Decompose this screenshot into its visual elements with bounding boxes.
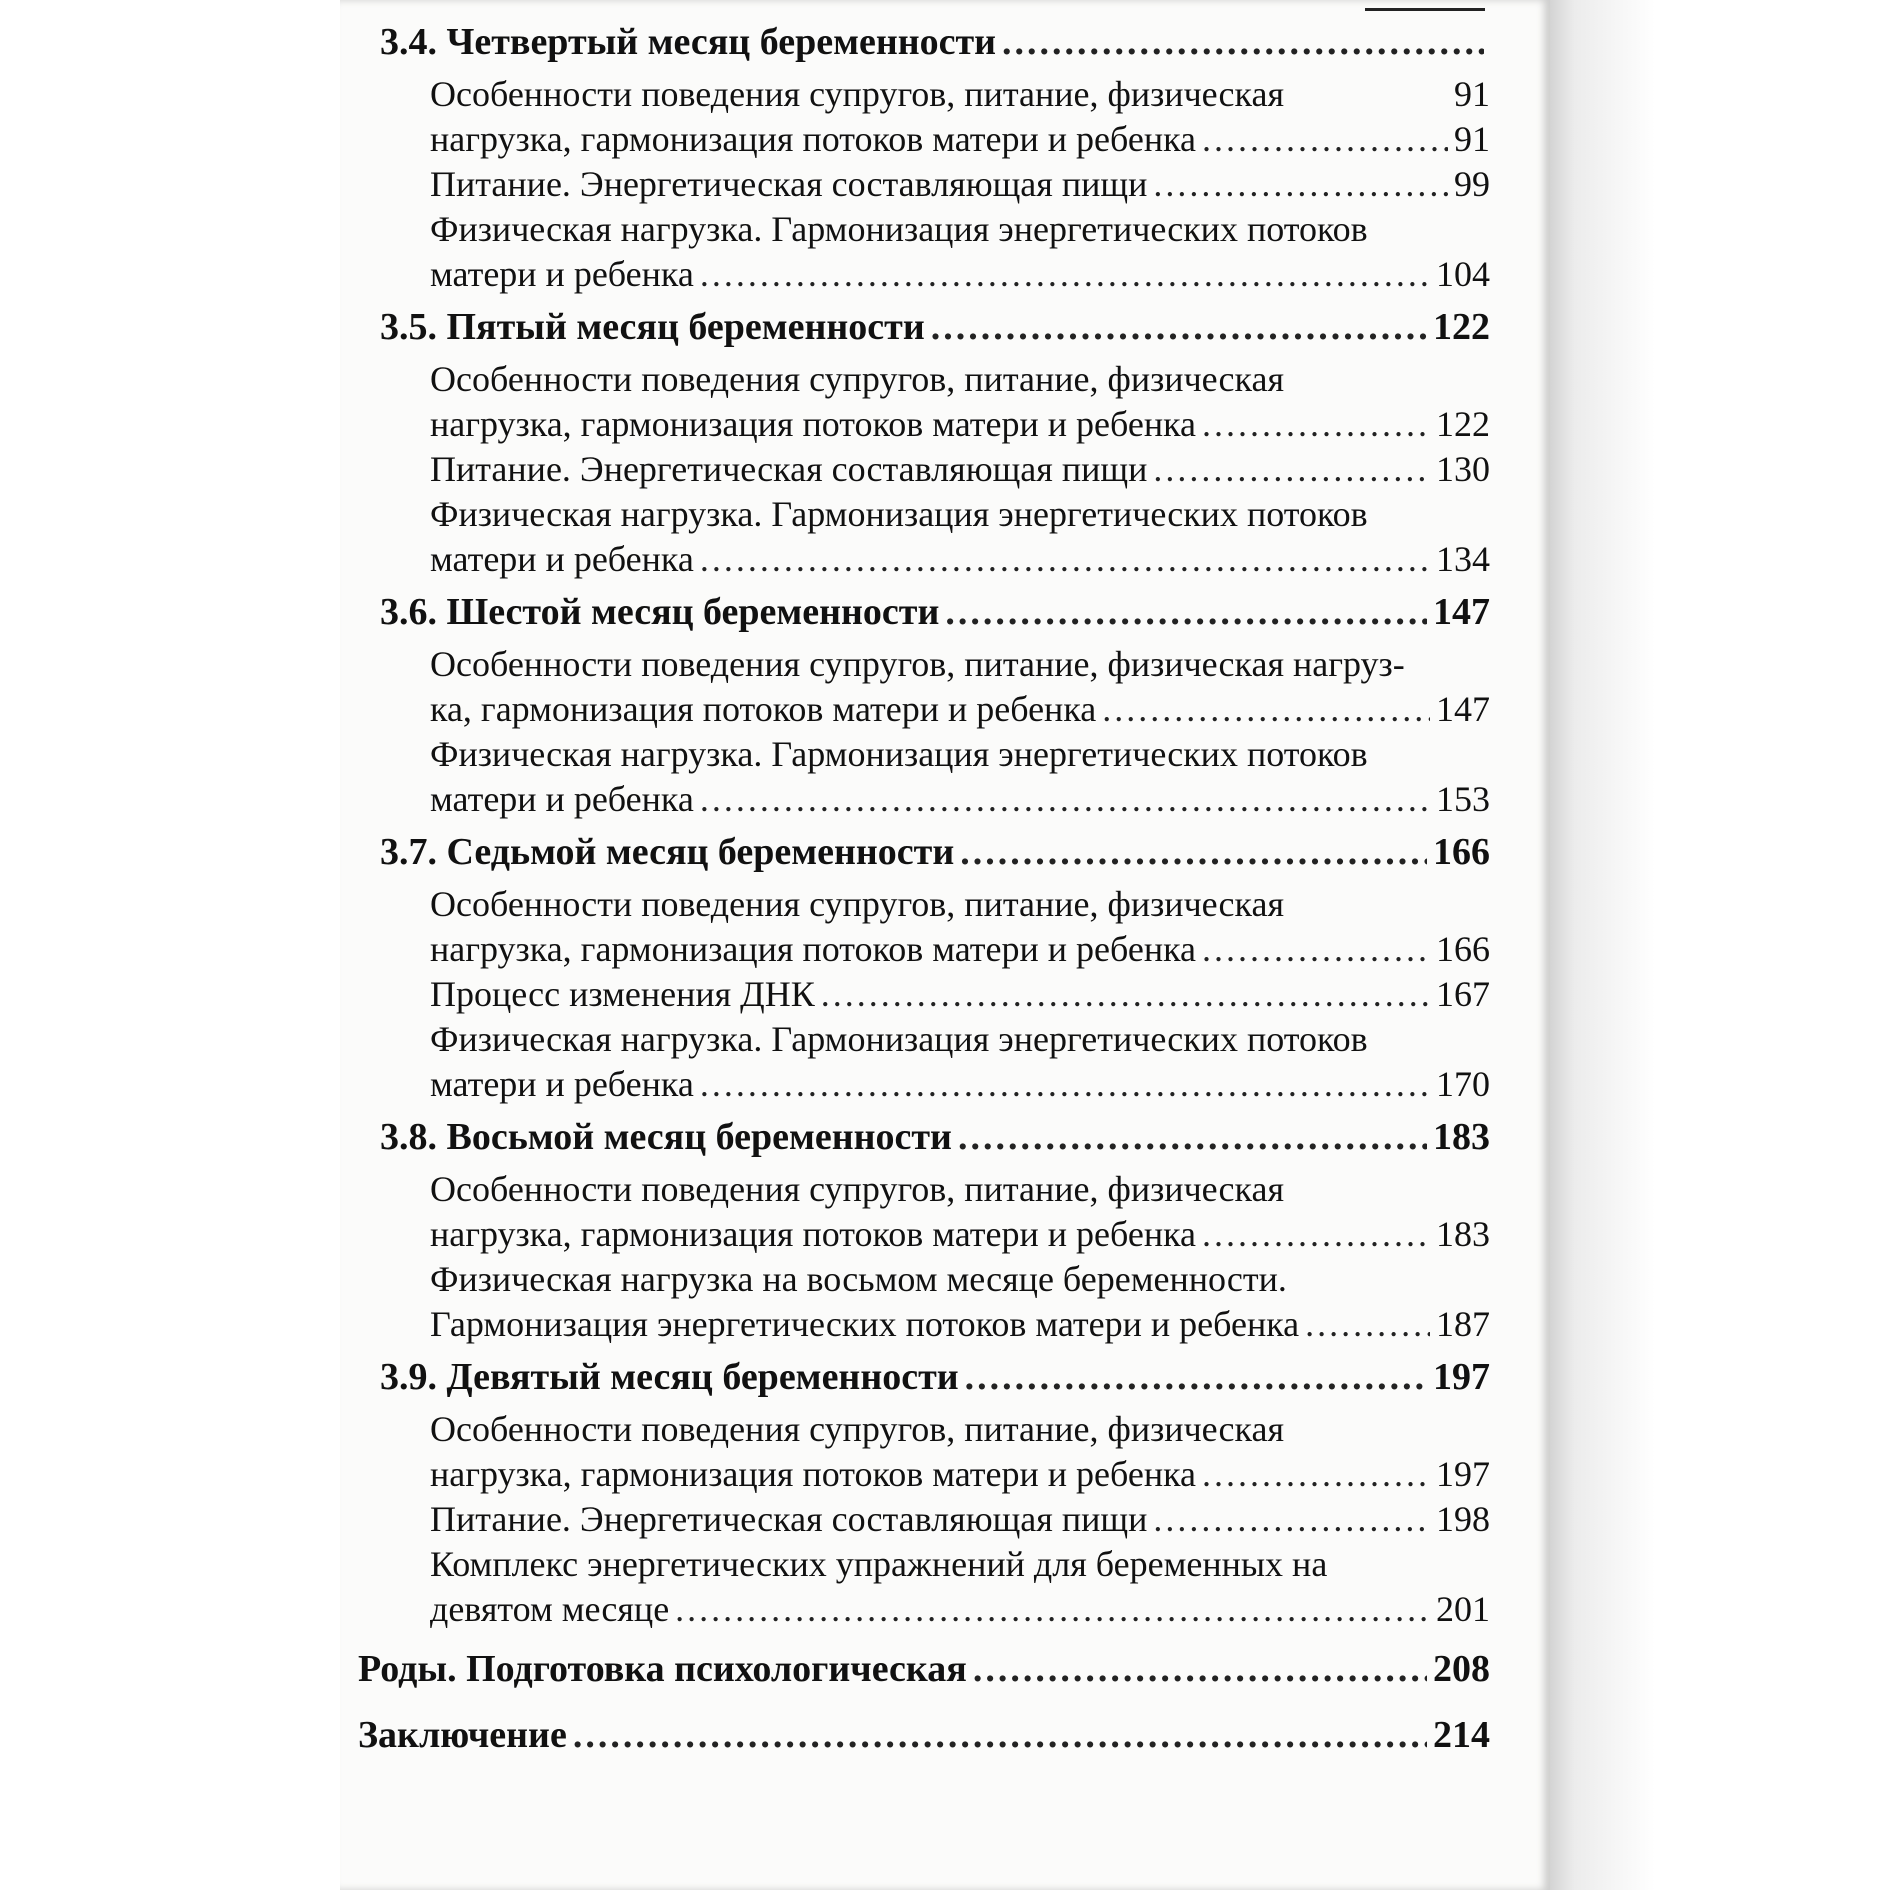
subentry-leader-dots xyxy=(1202,402,1430,447)
toc-section xyxy=(380,582,1490,642)
subentry-line xyxy=(430,117,1490,162)
subentry-line xyxy=(430,1062,1490,1107)
section-heading-line xyxy=(380,297,1490,357)
final-entry-title: Роды. Подготовка психологическая xyxy=(358,1648,967,1690)
toc-subentry xyxy=(380,642,1490,732)
toc-subentry xyxy=(380,1017,1490,1107)
section-heading-title: 3.7. Седьмой месяц беременности xyxy=(380,831,955,873)
subentry-leader-dots xyxy=(700,777,1430,822)
subentry-page-number: 147 xyxy=(1436,689,1490,729)
toc-subentry xyxy=(380,447,1490,492)
subentry-text: Особенности поведения супругов, питание, физическая xyxy=(430,884,1285,924)
subentry-text: Физическая нагрузка. Гармонизация энергетических потоков xyxy=(430,209,1368,249)
toc-subentry xyxy=(380,1407,1490,1497)
subentry-leader-dots xyxy=(1153,162,1448,207)
subentry-page-number: 122 xyxy=(1436,404,1490,444)
section-heading-page-number: 122 xyxy=(1433,306,1490,348)
subentry-title: нагрузка, гармонизация потоков матери и ребенка xyxy=(430,404,1197,444)
subentry-line xyxy=(430,687,1490,732)
subentry-title: ка, гармонизация потоков матери и ребенка xyxy=(430,689,1097,729)
toc-final-entry xyxy=(358,1636,1490,1702)
subentry-page-number: 166 xyxy=(1436,929,1490,969)
toc-final-entry xyxy=(358,1702,1490,1768)
subentry-leader-dots xyxy=(1102,687,1430,732)
toc-subentry xyxy=(380,732,1490,822)
section-heading-page-number: 166 xyxy=(1433,831,1490,873)
subentry-page-number: 198 xyxy=(1436,1499,1490,1539)
subentry-page-number: 197 xyxy=(1436,1454,1490,1494)
subentry-text: Особенности поведения супругов, питание, физическая нагруз- xyxy=(430,644,1405,684)
section-heading-leader-dots xyxy=(1002,12,1484,72)
toc-subentry xyxy=(380,1257,1490,1347)
subentry-title: Процесс изменения ДНК xyxy=(430,974,815,1014)
subentry-line xyxy=(430,162,1490,207)
subentry-title: нагрузка, гармонизация потоков матери и ребенка xyxy=(430,1454,1197,1494)
section-heading-line xyxy=(380,1347,1490,1407)
section-heading-title: 3.6. Шестой месяц беременности xyxy=(380,591,940,633)
subentry-text: Особенности поведения супругов, питание, физическая xyxy=(430,1409,1285,1449)
page-edge-shadow xyxy=(1545,0,1890,1890)
subentry-leader-dots xyxy=(1202,1212,1430,1257)
subentry-text: Особенности поведения супругов, питание, физическая xyxy=(430,74,1285,114)
subentry-leader-dots xyxy=(1202,927,1430,972)
section-heading-leader-dots xyxy=(945,582,1427,642)
subentry-page-number: 201 xyxy=(1436,1589,1490,1629)
toc-subentry xyxy=(380,1497,1490,1542)
subentry-page-number: 167 xyxy=(1436,974,1490,1014)
final-entry-line xyxy=(358,1702,1490,1768)
subentry-page-number: 104 xyxy=(1436,254,1490,294)
subentry-line xyxy=(430,1497,1490,1542)
final-entry-line xyxy=(358,1636,1490,1702)
toc-subentry xyxy=(380,357,1490,447)
subentry-line xyxy=(430,972,1490,1017)
section-heading-leader-dots xyxy=(958,1107,1427,1167)
subentry-leader-dots xyxy=(700,537,1430,582)
subentry-leader-dots xyxy=(1202,1452,1430,1497)
book-page xyxy=(340,0,1550,1890)
subentry-title: Питание. Энергетическая составляющая пищи xyxy=(430,1499,1148,1539)
subentry-line xyxy=(430,1452,1490,1497)
subentry-page-number: 170 xyxy=(1436,1064,1490,1104)
subentry-title: Питание. Энергетическая составляющая пищи xyxy=(430,164,1148,204)
subentry-page-number: 91 xyxy=(1454,119,1490,159)
toc-subentry xyxy=(380,972,1490,1017)
subentry-text: Физическая нагрузка. Гармонизация энергетических потоков xyxy=(430,1019,1368,1059)
subentry-page-number: 130 xyxy=(1436,449,1490,489)
section-heading-line xyxy=(380,582,1490,642)
toc-subentry xyxy=(380,492,1490,582)
toc-subentry xyxy=(380,882,1490,972)
subentry-title: нагрузка, гармонизация потоков матери и ребенка xyxy=(430,929,1197,969)
subentry-leader-dots xyxy=(1153,1497,1430,1542)
final-entry-title: Заключение xyxy=(358,1714,567,1756)
subentry-title: Гармонизация энергетических потоков матери и ребенка xyxy=(430,1304,1300,1344)
subentry-line xyxy=(430,1302,1490,1347)
section-heading-leader-dots xyxy=(965,1347,1427,1407)
subentry-line xyxy=(430,777,1490,822)
subentry-line xyxy=(430,537,1490,582)
subentry-text: Физическая нагрузка на восьмом месяце беременности. xyxy=(430,1259,1287,1299)
subentry-leader-dots xyxy=(821,972,1430,1017)
subentry-page-number: 99 xyxy=(1454,164,1490,204)
subentry-leader-dots xyxy=(1202,117,1448,162)
final-entry-page-number: 208 xyxy=(1433,1648,1490,1690)
toc-section xyxy=(380,1347,1490,1407)
subentry-leader-dots xyxy=(1305,1302,1430,1347)
section-heading-title: 3.9. Девятый месяц беременности xyxy=(380,1356,959,1398)
subentry-title: нагрузка, гармонизация потоков матери и ребенка xyxy=(430,1214,1197,1254)
final-entries xyxy=(358,1636,1490,1768)
subentry-leader-dots xyxy=(1153,447,1430,492)
subentry-page-number: 134 xyxy=(1436,539,1490,579)
section-heading-title: 3.5. Пятый месяц беременности xyxy=(380,306,925,348)
subentry-page-number: 91 xyxy=(1454,74,1490,114)
subentry-title: матери и ребенка xyxy=(430,539,694,579)
subentry-title: Питание. Энергетическая составляющая пищи xyxy=(430,449,1148,489)
table-of-contents xyxy=(358,12,1490,1768)
section-heading-page-number: 147 xyxy=(1433,591,1490,633)
subentry-first-line xyxy=(430,72,1490,117)
toc-subentry xyxy=(380,1542,1490,1632)
subentry-text: Особенности поведения супругов, питание, физическая xyxy=(430,1169,1285,1209)
final-entry-page-number: 214 xyxy=(1433,1714,1490,1756)
section-heading-page-number: 197 xyxy=(1433,1356,1490,1398)
section-heading-leader-dots xyxy=(931,297,1427,357)
subentry-text: Комплекс энергетических упражнений для беременных на xyxy=(430,1544,1328,1584)
subentry-line xyxy=(430,252,1490,297)
subentry-line xyxy=(430,1212,1490,1257)
subentry-line xyxy=(430,402,1490,447)
subentry-title: матери и ребенка xyxy=(430,1064,694,1104)
section-heading-title: 3.8. Восьмой месяц беременности xyxy=(380,1116,952,1158)
toc-subentry xyxy=(380,162,1490,207)
subentry-text: Физическая нагрузка. Гармонизация энергетических потоков xyxy=(430,494,1368,534)
section-heading-leader-dots xyxy=(960,822,1427,882)
subentry-line xyxy=(430,447,1490,492)
toc-section xyxy=(380,1107,1490,1167)
subentry-leader-dots xyxy=(675,1587,1430,1632)
section-heading-title: 3.4. Четвертый месяц беременности xyxy=(380,21,997,63)
top-rule xyxy=(1365,8,1485,11)
toc-section xyxy=(380,822,1490,882)
toc-section xyxy=(380,297,1490,357)
toc-section xyxy=(380,12,1490,72)
subentry-title: нагрузка, гармонизация потоков матери и ребенка xyxy=(430,119,1197,159)
subentry-page-number: 153 xyxy=(1436,779,1490,819)
subentry-text: Физическая нагрузка. Гармонизация энергетических потоков xyxy=(430,734,1368,774)
final-entry-leader-dots xyxy=(573,1702,1427,1768)
section-heading-page-number: 183 xyxy=(1433,1116,1490,1158)
subentry-page-number: 187 xyxy=(1436,1304,1490,1344)
section-heading-line xyxy=(380,1107,1490,1167)
subentry-title: матери и ребенка xyxy=(430,254,694,294)
subentry-leader-dots xyxy=(700,1062,1430,1107)
subentry-line xyxy=(430,927,1490,972)
subentry-title: девятом месяце xyxy=(430,1589,670,1629)
subentry-text: Особенности поведения супругов, питание, физическая xyxy=(430,359,1285,399)
subentry-title: матери и ребенка xyxy=(430,779,694,819)
section-heading-line xyxy=(380,12,1490,72)
section-heading-line xyxy=(380,822,1490,882)
final-entry-leader-dots xyxy=(973,1636,1427,1702)
toc-subentry xyxy=(380,1167,1490,1257)
subentry-page-number: 183 xyxy=(1436,1214,1490,1254)
subentry-line xyxy=(430,1587,1490,1632)
subentry-leader-dots xyxy=(700,252,1430,297)
toc-subentry xyxy=(380,72,1490,162)
toc-subentry xyxy=(380,207,1490,297)
